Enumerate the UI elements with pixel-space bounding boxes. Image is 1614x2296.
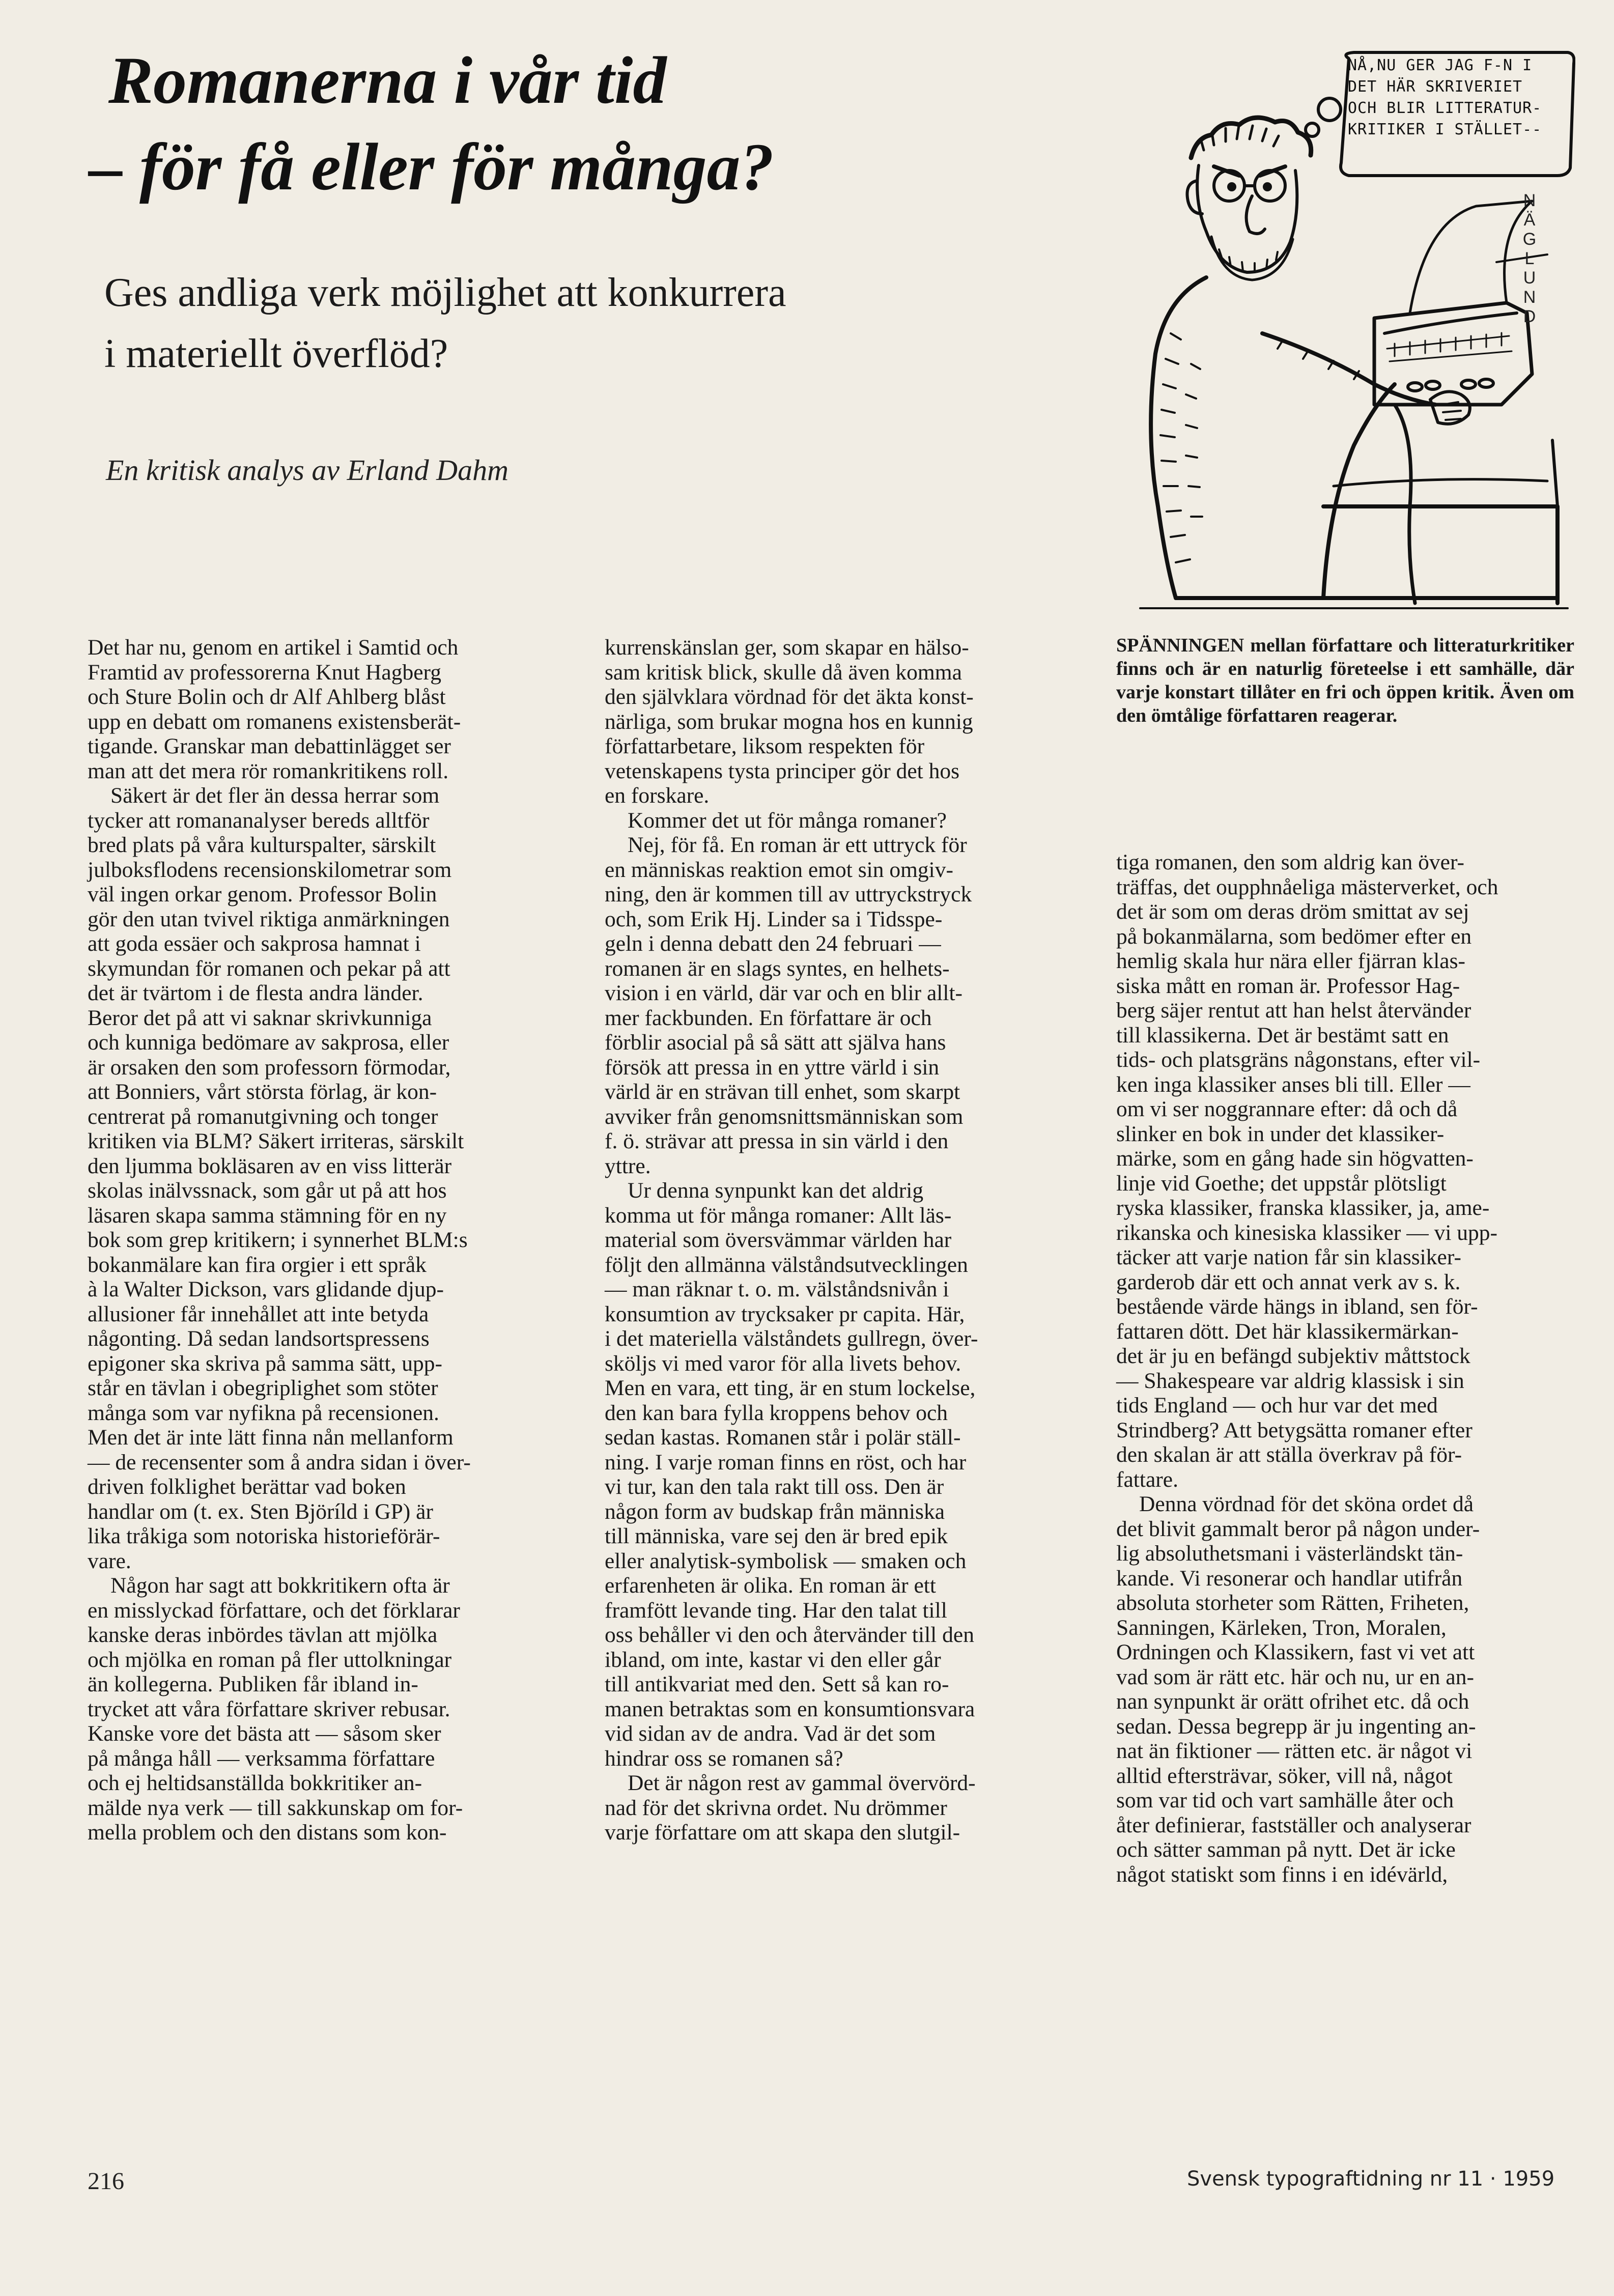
text-line: en misslyckad författare, och det förklarar — [88, 1598, 460, 1623]
text-line: allusioner får innehållet att inte betyda — [88, 1301, 429, 1326]
text-line: den skalan är att ställa överkrav på för- — [1116, 1442, 1462, 1467]
text-line: skolas inälvssnack, som går ut på att hos — [88, 1178, 447, 1203]
text-line: Framtid av professorerna Knut Hagberg — [88, 660, 442, 685]
signature-letter: G — [1522, 230, 1537, 249]
page-number: 216 — [88, 2168, 124, 2195]
text-line: upp en debatt om romanens existensberät- — [88, 709, 461, 734]
balloon-line: NÅ,NU GER JAG F-N I — [1348, 56, 1533, 74]
speech-balloon-text — [1348, 55, 1587, 140]
signature-letter: Ä — [1523, 210, 1536, 230]
text-line: läsaren skapa samma stämning för en ny — [88, 1203, 447, 1228]
text-line: ning. I varje roman finns en röst, och har — [605, 1450, 967, 1475]
text-line: åter definierar, fastställer och analyserar — [1116, 1812, 1471, 1837]
text-line: den självklara vördnad för det äkta konst- — [605, 685, 974, 709]
signature-letter: L — [1524, 249, 1535, 268]
text-line: författarbetare, liksom respekten för — [605, 734, 925, 758]
text-line: alltid eftersträvar, söker, vill nå, något — [1116, 1763, 1453, 1788]
text-line: som var tid och vart samhälle åter och — [1116, 1788, 1454, 1812]
signature-letter: N — [1523, 288, 1536, 307]
text-line: sam kritisk blick, skulle då även komma — [605, 660, 962, 685]
text-line: försök att pressa in en yttre värld i sin — [605, 1055, 940, 1080]
text-line: romanen är en slags syntes, en helhets- — [605, 956, 950, 981]
balloon-line: DET HÄR SKRIVERIET — [1348, 78, 1523, 96]
text-line: någonting. Då sedan landsortspressens — [88, 1326, 430, 1351]
typewriter-paper — [1410, 201, 1532, 313]
text-line: lig absoluthetsmani i västerländskt tän- — [1116, 1541, 1463, 1566]
balloon-line: KRITIKER I STÄLLET-- — [1348, 121, 1542, 138]
text-line: fattaren dött. Det här klassikermärkan- — [1116, 1319, 1459, 1344]
text-line: komma ut för många romaner: Allt läs- — [605, 1203, 952, 1228]
text-line: Men det är inte lätt finna nån mellanform — [88, 1425, 454, 1450]
text-line: kurrenskänslan ger, som skapar en hälso- — [605, 635, 969, 660]
text-line: bestående värde hängs in ibland, sen för- — [1116, 1294, 1478, 1319]
text-line: driven folklighet berättar vad boken — [88, 1475, 406, 1499]
signature-letter: U — [1523, 268, 1536, 288]
text-line: sköljs vi med varor för alla livets behov. — [605, 1351, 961, 1376]
text-line: vi tur, kan den tala rakt till oss. Den är — [605, 1475, 944, 1499]
artist-signature — [1519, 191, 1540, 326]
coat — [1151, 277, 1395, 598]
signature-letter: D — [1523, 307, 1536, 326]
publication-footer: Svensk typograftidning nr 11 · 1959 — [1187, 2167, 1555, 2191]
text-line: nan synpunkt är orätt ofrihet etc. då och — [1116, 1689, 1469, 1714]
text-line: till klassikerna. Det är bestämt satt en — [1116, 1023, 1449, 1047]
text-line: ken inga klassiker anses bli till. Eller — — [1116, 1072, 1470, 1097]
text-line: det är tvärtom i de flesta andra länder. — [88, 981, 423, 1005]
text-line: — Shakespeare var aldrig klassisk i sin — [1116, 1368, 1464, 1393]
text-line: någon form av budskap från människa — [605, 1499, 945, 1524]
text-line: skymundan för romanen och pekar på att — [88, 956, 450, 981]
text-line: centrerat på romanutgivning och tonger — [88, 1104, 438, 1129]
text-line: vid sidan av de andra. Vad är det som — [605, 1721, 936, 1746]
text-line: trycket att våra författare skriver rebusar. — [88, 1696, 450, 1721]
text-line: tycker att romananalyser bereds alltför — [88, 808, 430, 833]
article-column-2 — [605, 635, 1088, 1845]
text-line: sedan. Dessa begrepp är ju ingenting an- — [1116, 1714, 1476, 1739]
text-line: vare. — [88, 1548, 131, 1573]
text-line: värld är en strävan till enhet, som skarpt — [605, 1080, 960, 1104]
text-line: manen betraktas som en konsumtionsvara — [605, 1696, 975, 1721]
text-line: sedan kastas. Romanen står i polär ställ- — [605, 1425, 961, 1450]
text-line: den ljumma bokläsaren av en viss litterär — [88, 1153, 452, 1178]
text-line: Sanningen, Kärleken, Tron, Moralen, — [1116, 1615, 1447, 1640]
text-line: många som var nyfikna på recensionen. — [88, 1400, 439, 1425]
text-line: närliga, som brukar mogna hos en kunnig — [605, 709, 973, 734]
thought-bubble-small — [1306, 123, 1319, 136]
subtitle-line-1: Ges andliga verk möjlighet att konkurrera — [104, 270, 786, 315]
text-line: geln i denna debatt den 24 februari — — [605, 931, 941, 956]
text-line: nat än fiktioner — rätten etc. är något vi — [1116, 1739, 1473, 1763]
thought-bubble-large — [1318, 98, 1341, 121]
text-line: Denna vördnad för det sköna ordet då — [1139, 1492, 1474, 1516]
text-line: bred plats på våra kulturspalter, särskilt — [88, 833, 436, 857]
text-line: det blivit gammalt beror på någon under- — [1116, 1516, 1480, 1541]
text-line: konsumtion av trycksaker pr capita. Här, — [605, 1301, 965, 1326]
text-line: mälde nya verk — till sakkunskap om for- — [88, 1795, 463, 1820]
text-line: i det materiella välståndets gullregn, över- — [605, 1326, 978, 1351]
chair — [1395, 405, 1415, 603]
text-line: bok som grep kritikern; i synnerhet BLM:s — [88, 1228, 468, 1252]
text-line: material som översvämmar världen har — [605, 1228, 952, 1252]
text-line: vision i en värld, där var och en blir allt- — [605, 981, 963, 1005]
text-line: tids England — och hur var det med — [1116, 1393, 1438, 1418]
text-line: om vi ser noggrannare efter: då och då — [1116, 1097, 1458, 1121]
typewriter — [1374, 303, 1532, 405]
text-line: rikanska och kinesiska klassiker — vi upp- — [1116, 1220, 1498, 1245]
text-line: Det har nu, genom en artikel i Samtid och — [88, 635, 459, 660]
text-line: att Bonniers, vårt största förlag, är kon- — [88, 1080, 437, 1104]
article-column-3 — [1116, 850, 1600, 1887]
text-line: hindrar oss se romanen så? — [605, 1746, 843, 1771]
text-line: absoluta storheter som Rätten, Friheten, — [1116, 1591, 1469, 1615]
text-line: på bokanmälarna, som bedömer efter en — [1116, 924, 1472, 949]
text-line: Ur denna synpunkt kan det aldrig — [628, 1178, 924, 1203]
text-line: ibland, om inte, kastar vi den eller går — [605, 1647, 941, 1672]
text-line: handlar om (t. ex. Sten Björíld i GP) är — [88, 1499, 433, 1524]
text-line: kande. Vi resonerar och handlar utifrån — [1116, 1566, 1463, 1591]
text-line: Men en vara, ett ting, är en stum lockelse, — [605, 1376, 976, 1400]
text-line: något statiskt som finns i en idévärld, — [1116, 1862, 1448, 1887]
text-line: en forskare. — [605, 783, 710, 808]
text-line: garderob där ett och annat verk av s. k. — [1116, 1269, 1461, 1294]
text-line: nad för det skrivna ordet. Nu drömmer — [605, 1795, 947, 1820]
text-line: berg säjer rentut att han helst återvänder — [1116, 998, 1471, 1023]
text-line: följt den allmänna välståndsutvecklingen — [605, 1252, 968, 1277]
text-line: kanske deras inbördes tävlan att mjölka — [88, 1623, 438, 1647]
text-line: hemlig skala hur nära eller fjärran klas- — [1116, 949, 1466, 973]
text-line: och mjölka en roman på fler uttolkningar — [88, 1647, 452, 1672]
text-line: Det är någon rest av gammal övervörd- — [628, 1771, 976, 1795]
text-line: mella problem och den distans som kon- — [88, 1820, 447, 1845]
subtitle — [104, 262, 1071, 384]
byline: En kritisk analys av Erland Dahm — [106, 453, 508, 487]
text-line: Nej, för få. En roman är ett uttryck för — [628, 833, 967, 857]
text-line: framfött levande ting. Har den talat till — [605, 1598, 947, 1623]
text-line: ryska klassiker, franska klassiker, ja, ame- — [1116, 1196, 1490, 1220]
text-line: och ej heltidsanställda bokkritiker an- — [88, 1771, 422, 1795]
text-line: — man räknar t. o. m. välståndsnivån i — [605, 1277, 949, 1301]
text-line: väl ingen orkar genom. Professor Bolin — [88, 882, 437, 906]
text-line: tiga romanen, den som aldrig kan över- — [1116, 850, 1465, 874]
text-line: linje vid Goethe; det uppstår plötsligt — [1116, 1171, 1447, 1196]
text-line: julboksflodens recensionskilometrar som — [88, 857, 452, 882]
text-line: epigoner ska skriva på samma sätt, upp- — [88, 1351, 443, 1376]
text-line: avviker från genomsnittsmänniskan som — [605, 1104, 964, 1129]
text-line: à la Walter Dickson, vars glidande djup- — [88, 1277, 444, 1301]
text-line: Strindberg? Att betygsätta romaner efter — [1116, 1418, 1473, 1442]
text-line: eller analytisk-symbolisk — smaken och — [605, 1548, 967, 1573]
text-line: än kollegerna. Publiken får ibland in- — [88, 1672, 418, 1696]
text-line: på många håll — verksamma författare — [88, 1746, 435, 1771]
text-line: Beror det på att vi saknar skrivkunniga — [88, 1005, 432, 1030]
text-line: och Sture Bolin och dr Alf Ahlberg blåst — [88, 685, 446, 709]
text-line: träffas, det oupphnåeliga mästerverket, och — [1116, 874, 1498, 899]
text-line: står en tävlan i obegriplighet som stöter — [88, 1376, 438, 1400]
text-line: Kanske vore det bästa att — såsom sker — [88, 1721, 441, 1746]
text-line: vetenskapens tysta principer gör det hos — [605, 758, 960, 783]
text-line: och kunniga bedömare av sakprosa, eller — [88, 1030, 449, 1055]
text-line: — de recensenter som å andra sidan i över- — [88, 1450, 471, 1475]
text-line: och sätter samman på nytt. Det är icke — [1116, 1837, 1456, 1862]
headline-line-2: – för få eller för många? — [89, 129, 774, 204]
text-line: till antikvariat med den. Sett så kan ro- — [605, 1672, 949, 1696]
text-line: tigande. Granskar man debattinlägget ser — [88, 734, 451, 758]
text-line: ning, den är kommen till av uttryckstryck — [605, 882, 972, 906]
text-line: och, som Erik Hj. Linder sa i Tidsspe- — [605, 906, 943, 931]
text-line: täcker att varje nation får sin klassiker- — [1116, 1245, 1461, 1269]
text-line: tids- och platsgräns någonstans, efter vil- — [1116, 1047, 1481, 1072]
text-line: mer fackbunden. En författare är och — [605, 1005, 932, 1030]
text-line: gör den utan tvivel riktiga anmärkningen — [88, 906, 450, 931]
signature-letter: N — [1523, 191, 1536, 210]
article-column-1 — [88, 635, 571, 1845]
text-line: oss behåller vi den och återvänder till den — [605, 1623, 974, 1647]
balloon-line: OCH BLIR LITTERATUR- — [1348, 99, 1542, 117]
subtitle-line-2: i materiellt överflöd? — [104, 331, 448, 376]
text-line: bokanmälare kan fira orgier i ett språk — [88, 1252, 427, 1277]
text-line: det är ju en befängd subjektiv måttstock — [1116, 1344, 1470, 1368]
text-line: slinker en bok in under det klassiker- — [1116, 1121, 1445, 1146]
text-line: kritiken via BLM? Säkert irriteras, särskilt — [88, 1129, 464, 1153]
text-line: Ordningen och Klassikern, fast vi vet att — [1116, 1640, 1475, 1664]
text-line: yttre. — [605, 1153, 651, 1178]
text-line: Säkert är det fler än dessa herrar som — [110, 783, 440, 808]
text-line: till människa, vare sej den är bred epik — [605, 1524, 948, 1548]
text-line: fattare. — [1116, 1467, 1178, 1492]
text-line: Kommer det ut för många romaner? — [628, 808, 947, 833]
text-line: vad som är rätt etc. här och nu, ur en an- — [1116, 1664, 1474, 1689]
text-line: man att det mera rör romankritikens roll. — [88, 758, 449, 783]
cartoon-caption: SPÄNNINGEN mellan författare och litteraturkritiker finns och är en naturlig företeelse i ett samhälle, där varje konstart tillåter en fri och öppen kritik. Även om den ömtålige författaren reagerar. — [1116, 635, 1574, 726]
text-line: att goda essäer och sakprosa hamnat i — [88, 931, 421, 956]
text-line: Någon har sagt att bokkritikern ofta är — [110, 1573, 450, 1598]
text-line: erfarenheten är olika. En roman är ett — [605, 1573, 936, 1598]
text-line: en människas reaktion emot sin omgiv- — [605, 857, 953, 882]
text-line: f. ö. strävar att pressa in sin värld i den — [605, 1129, 949, 1153]
text-line: varje författare om att skapa den slutgil- — [605, 1820, 960, 1845]
text-line: den kan bara fylla kroppens behov och — [605, 1400, 948, 1425]
text-line: förblir asocial på så sätt att själva hans — [605, 1030, 946, 1055]
text-line: är orsaken den som professorn förmodar, — [88, 1055, 451, 1080]
text-line: lika tråkiga som notoriska historieförär- — [88, 1524, 440, 1548]
desk — [1323, 506, 1558, 603]
headline-line-1: Romanerna i vår tid — [108, 43, 667, 118]
text-line: märke, som en gång hade sin högvatten- — [1116, 1146, 1474, 1171]
text-line: siska mått en roman är. Professor Hag- — [1116, 973, 1460, 998]
text-line: det är som om deras dröm smittat av sej — [1116, 899, 1469, 924]
